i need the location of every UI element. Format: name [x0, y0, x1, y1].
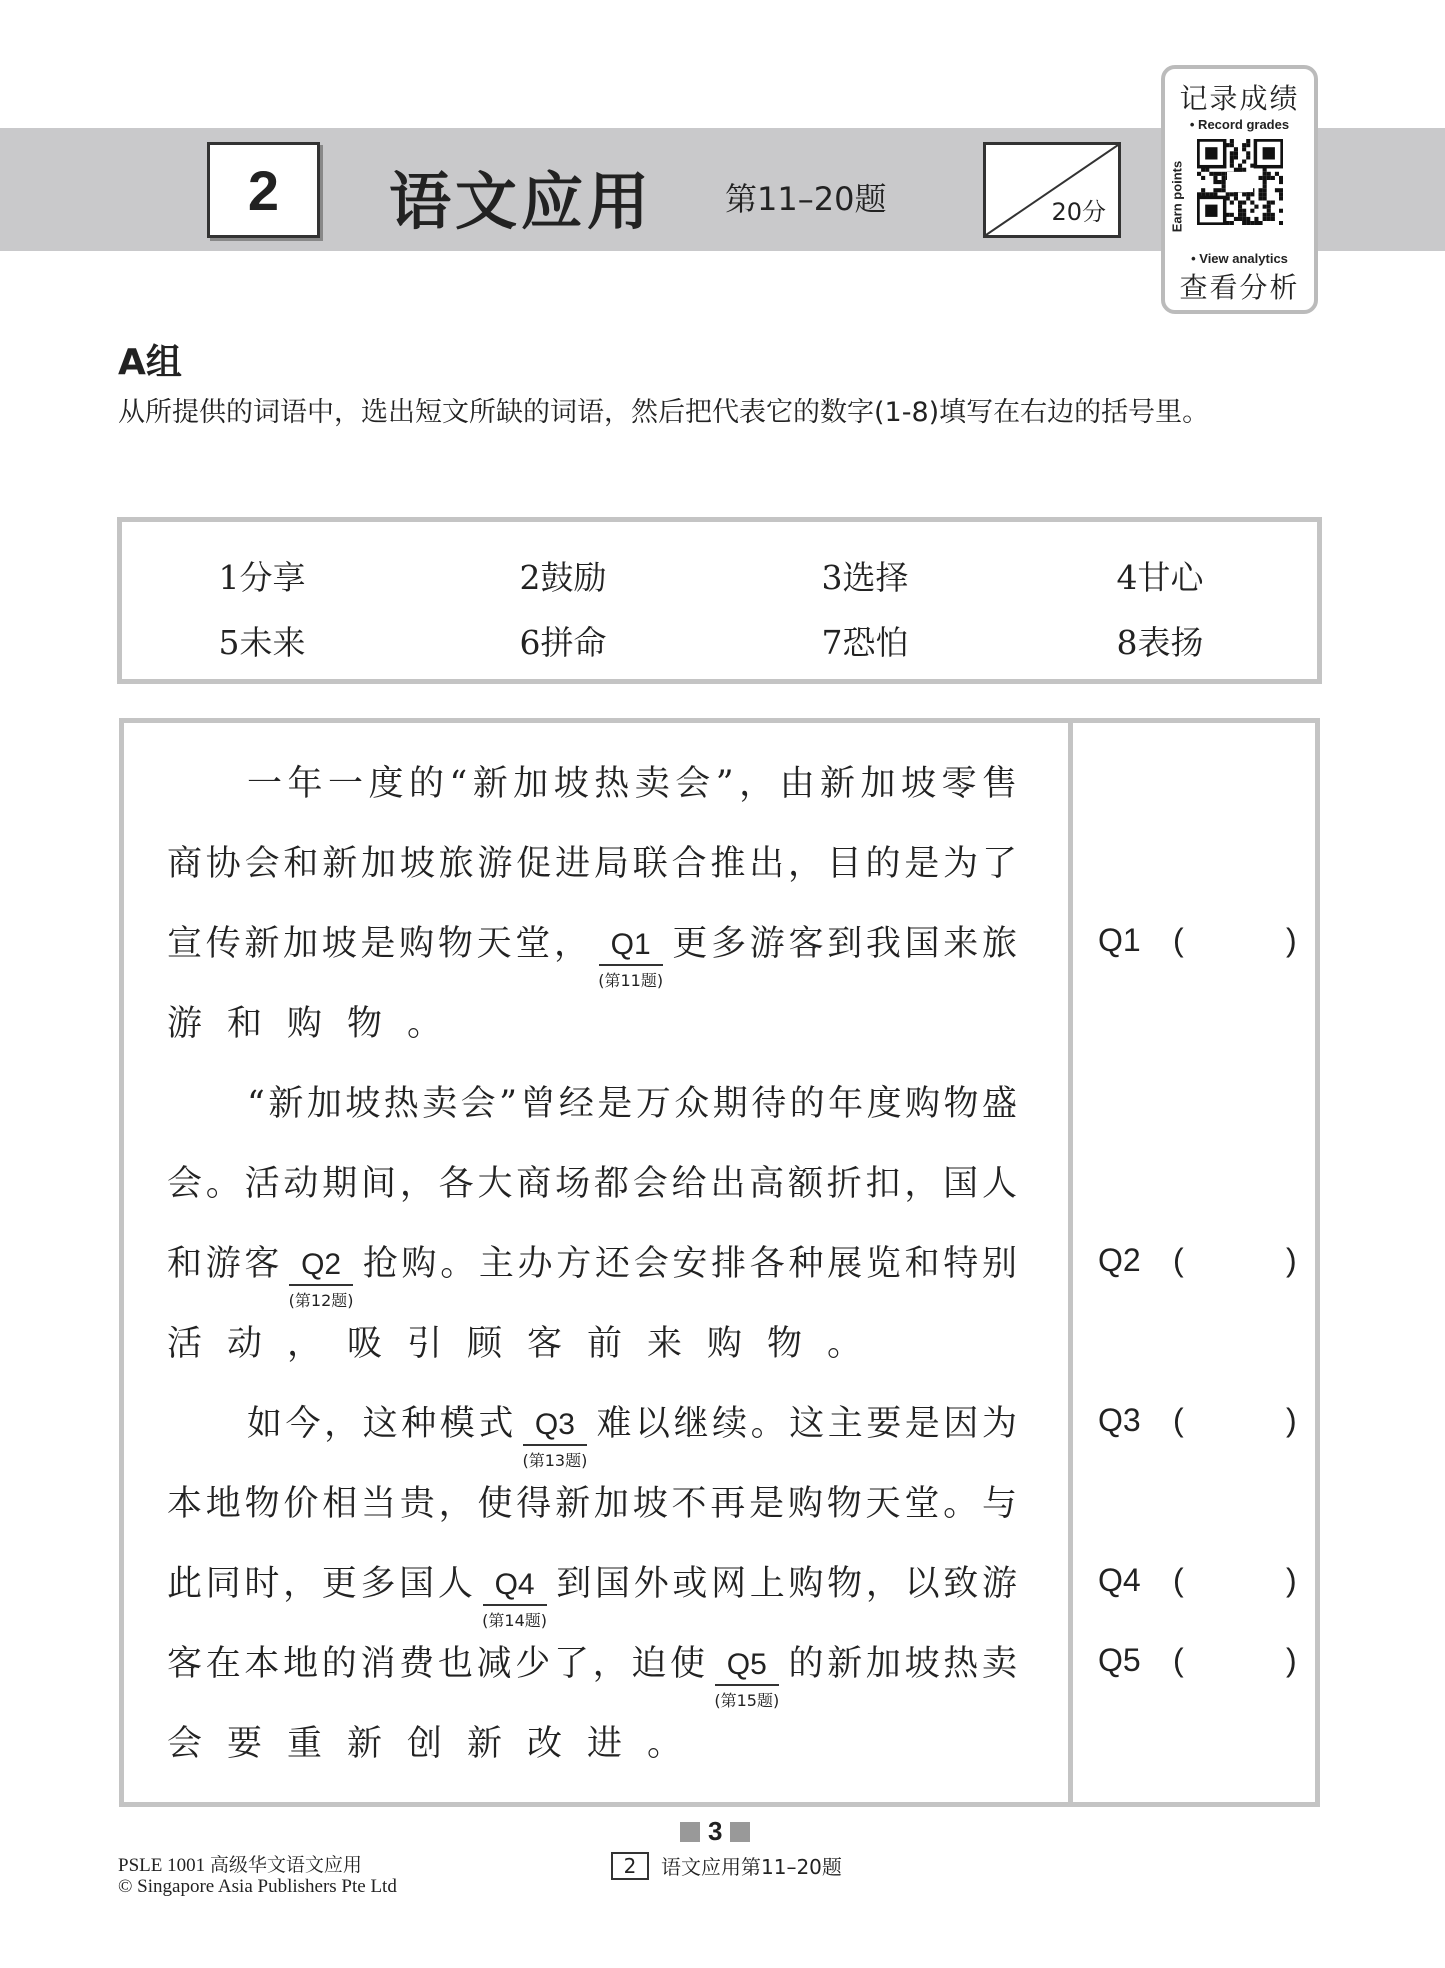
answer-label: Q2 [1098, 1242, 1141, 1278]
passage-line [247, 759, 1017, 809]
answer-blank [288, 1246, 354, 1310]
qr-code-icon[interactable] [1197, 139, 1283, 225]
footer-section-number: 2 [611, 1852, 649, 1880]
passage-text: 活动，吸引顾客前来购物。 [167, 1324, 888, 1364]
passage-line [167, 1559, 1017, 1630]
passage-line [167, 1159, 1017, 1209]
section-number: 2 [207, 142, 320, 238]
passage-text: 如今，这种模式 [247, 1404, 517, 1444]
passage-line [167, 1719, 1017, 1769]
answer-row[interactable] [1098, 1642, 1298, 1679]
paren-open: ( [1173, 1402, 1184, 1438]
paren-open: ( [1173, 1242, 1184, 1278]
passage-text: 宣传新加坡是购物天堂， [167, 924, 593, 964]
answer-label: Q3 [1098, 1402, 1141, 1438]
passage-line [167, 1479, 1017, 1529]
passage-text: 商协会和新加坡旅游促进局联合推出，目的是为了 [167, 844, 1017, 884]
blank-label: Q5 [726, 1647, 767, 1681]
blank-question-number: (第12题) [288, 1290, 354, 1310]
answer-label: Q1 [1098, 922, 1141, 958]
score-total: 20分 [1051, 198, 1106, 226]
blank-question-number: (第13题) [522, 1450, 588, 1470]
passage-line [167, 1639, 1017, 1710]
word-bank [117, 517, 1322, 684]
passage-text: “新加坡热卖会”曾经是万众期待的年度购物盛 [247, 1084, 1017, 1124]
passage-text: 的新加坡热卖 [784, 1644, 1017, 1684]
qr-record-label: • Record grades [1189, 117, 1290, 132]
passage-text: 会。活动期间，各大商场都会给出高额折扣，国人 [167, 1164, 1017, 1204]
blank-label: Q3 [534, 1407, 575, 1441]
answer-row[interactable] [1098, 922, 1298, 959]
qr-view-label: • View analytics [1191, 251, 1288, 266]
passage-text: 会要重新创新改进。 [167, 1724, 708, 1764]
qr-card[interactable] [1161, 65, 1318, 314]
passage-text: 此同时，更多国人 [167, 1564, 477, 1604]
footer-section [611, 1851, 842, 1880]
word-option: 1分享 [218, 558, 306, 597]
word-option: 8表扬 [1116, 623, 1204, 662]
passage-text: 客在本地的消费也减少了，迫使 [167, 1644, 709, 1684]
page-number [680, 1816, 750, 1847]
answer-blank [482, 1566, 548, 1630]
word-option: 5未来 [218, 623, 306, 662]
paren-open: ( [1173, 922, 1184, 958]
score-box [983, 142, 1121, 238]
paren-open: ( [1173, 1642, 1184, 1678]
answer-blank [598, 926, 664, 990]
passage-text: 难以继续。这主要是因为 [592, 1404, 1017, 1444]
passage-text: 游和购物。 [167, 1004, 468, 1044]
paren-close: ) [1286, 922, 1297, 958]
blank-question-number: (第11题) [598, 970, 664, 990]
answer-row[interactable] [1098, 1242, 1298, 1279]
blank-question-number: (第15题) [714, 1690, 780, 1710]
word-option: 7恐怕 [821, 623, 909, 662]
column-divider [1068, 723, 1073, 1802]
passage-line [167, 919, 1017, 990]
question-range: 第11–20题 [725, 180, 887, 218]
answer-blank [714, 1646, 780, 1710]
blank-label: Q4 [494, 1567, 535, 1601]
answer-blank [522, 1406, 588, 1470]
passage-line [167, 839, 1017, 889]
copyright: © Singapore Asia Publishers Pte Ltd [118, 1876, 397, 1897]
answer-row[interactable] [1098, 1562, 1298, 1599]
book-title: PSLE 1001 高级华文语文应用 [118, 1855, 362, 1876]
word-option: 3选择 [821, 558, 909, 597]
group-heading: A组 [118, 342, 182, 383]
page-number-text: 3 [708, 1816, 723, 1846]
passage-line [167, 1319, 1017, 1369]
instruction-text: 从所提供的词语中，选出短文所缺的词语，然后把代表它的数字(1-8)填写在右边的括号里。 [118, 397, 1210, 428]
paren-close: ) [1286, 1402, 1297, 1438]
paren-close: ) [1286, 1242, 1297, 1278]
footer-section-label: 语文应用第11–20题 [661, 1855, 842, 1879]
word-option: 4甘心 [1116, 558, 1204, 597]
passage-line [167, 1239, 1017, 1310]
blank-question-number: (第14题) [482, 1610, 548, 1630]
paren-close: ) [1286, 1642, 1297, 1678]
paren-close: ) [1286, 1562, 1297, 1598]
passage-text: 本地物价相当贵，使得新加坡不再是购物天堂。与 [167, 1484, 1017, 1524]
word-option: 2鼓励 [519, 558, 607, 597]
passage-line [247, 1399, 1017, 1470]
answer-row[interactable] [1098, 1402, 1298, 1439]
qr-bottom-title: 查看分析 [1179, 271, 1300, 304]
qr-side-label: Earn points [1169, 160, 1185, 233]
passage-text: 到国外或网上购物，以致游 [552, 1564, 1017, 1604]
answer-label: Q4 [1098, 1562, 1141, 1598]
page-title: 语文应用 [389, 165, 654, 238]
blank-label: Q1 [610, 927, 651, 961]
passage-text: 更多游客到我国来旅 [668, 924, 1017, 964]
passage-line [167, 999, 1017, 1049]
blank-label: Q2 [301, 1247, 342, 1281]
qr-title: 记录成绩 [1179, 82, 1300, 115]
passage-text: 一年一度的“新加坡热卖会”，由新加坡零售 [247, 764, 1017, 804]
answer-label: Q5 [1098, 1642, 1141, 1678]
word-option: 6拼命 [519, 623, 607, 662]
passage-text: 抢购。主办方还会安排各种展览和特别 [359, 1244, 1017, 1284]
passage-line [247, 1079, 1017, 1129]
paren-open: ( [1173, 1562, 1184, 1598]
passage-text: 和游客 [167, 1244, 284, 1284]
